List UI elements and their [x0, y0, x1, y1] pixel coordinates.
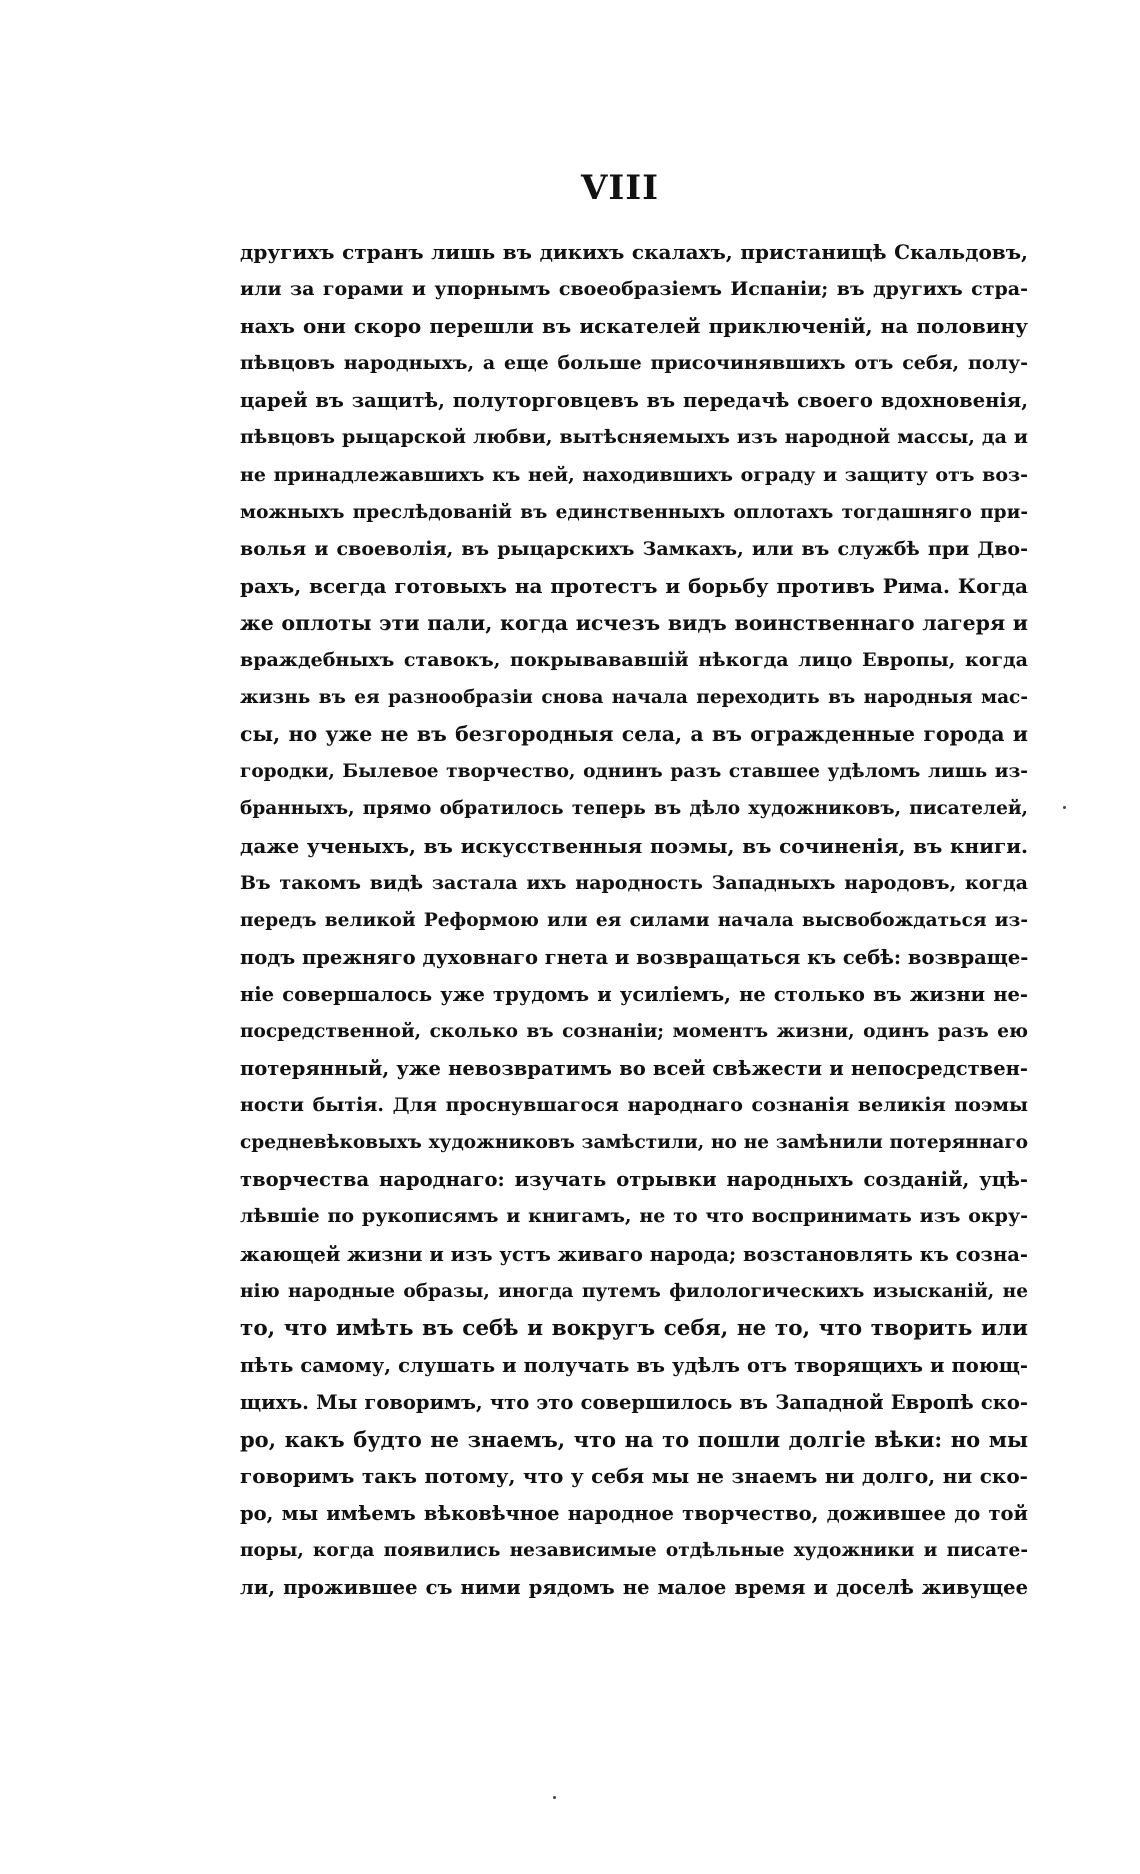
- text-line: ности бытія. Для проснувшагося народнаго сознанія великія поэмы: [240, 1094, 1028, 1117]
- text-line: средневѣковыхъ художниковъ замѣстили, но не замѣнили потеряннаго: [240, 1132, 1028, 1154]
- text-line: то, что имѣть въ себѣ и вокругъ себя, не то, что творить или: [240, 1315, 1028, 1341]
- text-line: ли, прожившее съ ними рядомъ не малое время и доселѣ живущее: [240, 1576, 1028, 1600]
- text-line: лѣвшіе по рукописямъ и книгамъ, не то что воспринимать изъ окру-: [240, 1205, 1028, 1228]
- text-line: можныхъ преслѣдованій въ единственныхъ оплотахъ тогдашняго при-: [240, 501, 1028, 523]
- text-line: не принадлежавшихъ къ ней, находившихъ ограду и защиту отъ воз-: [240, 463, 1028, 486]
- text-line: поры, когда появились независимые отдѣльные художники и писате-: [240, 1540, 1028, 1562]
- text-line: или за горами и упорнымъ своеобразіемъ Испаніи; въ другихъ стра-: [240, 278, 1028, 301]
- text-line: ро, мы имѣемъ вѣковѣчное народное творчество, дожившее до той: [240, 1502, 1028, 1526]
- text-line: щихъ. Мы говоримъ, что это совершилось въ Западной Европѣ ско-: [240, 1390, 1028, 1414]
- text-line: ніе совершалось уже трудомъ и усиліемъ, не столько въ жизни не-: [240, 982, 1028, 1006]
- text-line: нію народные образы, иногда путемъ филологическихъ изысканій, не: [240, 1280, 1028, 1302]
- text-line: пѣвцовъ рыцарской любви, вытѣсняемыхъ изъ народной массы, да и: [240, 426, 1028, 449]
- text-line: ро, какъ будто не знаемъ, что на то пошли долгіе вѣки: но мы: [240, 1427, 1028, 1452]
- text-line: враждебныхъ ставокъ, покрывававшій нѣкогда лицо Европы, когда: [240, 649, 1028, 672]
- text-line: же оплоты эти пали, когда исчезъ видъ воинственнаго лагеря и: [240, 610, 1028, 635]
- text-line: даже ученыхъ, въ искусственныя поэмы, въ сочиненія, въ книги.: [240, 833, 1028, 858]
- text-line: Въ такомъ видѣ застала ихъ народность Западныхъ народовъ, когда: [240, 871, 1028, 894]
- text-line: говоримъ такъ потому, что у себя мы не знаемъ ни долго, ни ско-: [240, 1464, 1028, 1489]
- text-line: другихъ странъ лишь въ дикихъ скалахъ, пристанищѣ Скальдовъ,: [240, 240, 1028, 264]
- text-line: нахъ они скоро перешли въ искателей приключеній, на половину: [240, 314, 1028, 339]
- text-line: рахъ, всегда готовыхъ на протестъ и борьбу противъ Рима. Когда: [240, 573, 1028, 598]
- text-line: передъ великой Реформою или ея силами начала высвобождаться из-: [240, 909, 1028, 931]
- print-speck: [1063, 806, 1066, 809]
- text-line: волья и своеволія, въ рыцарскихъ Замкахъ, или въ службѣ при Дво-: [240, 537, 1028, 560]
- text-line: сы, но уже не въ безгородныя села, а въ огражденные города и: [240, 722, 1028, 747]
- text-line: жизнь въ ея разнообразіи снова начала переходить въ народныя мас-: [240, 687, 1028, 709]
- text-line: пѣвцовъ народныхъ, а еще больше присочинявшихъ отъ себя, полу-: [240, 352, 1028, 375]
- text-line: творчества народнаго: изучать отрывки народныхъ созданій, уцѣ-: [240, 1168, 1028, 1192]
- text-line: царей въ защитѣ, полуторговцевъ въ передачѣ своего вдохновенія,: [240, 389, 1028, 413]
- text-line: потерянный, уже невозвратимъ во всей свѣжести и непосредствен-: [240, 1057, 1028, 1081]
- page-number: VIII: [580, 168, 660, 208]
- text-line: подъ прежняго духовнаго гнета и возвращаться къ себѣ: возвраще-: [240, 945, 1028, 969]
- text-line: бранныхъ, прямо обратилось теперь въ дѣло художниковъ, писателей,: [240, 798, 1028, 820]
- body-text: [240, 234, 1028, 1606]
- text-line: городки, Былевое творчество, однинъ разъ ставшее удѣломъ лишь из-: [240, 761, 1028, 783]
- text-line: пѣть самому, слушать и получать въ удѣлъ отъ творящихъ и поющ-: [240, 1353, 1028, 1377]
- print-speck: [553, 1796, 556, 1799]
- text-line: посредственной, сколько въ сознаніи; моментъ жизни, одинъ разъ ею: [240, 1020, 1028, 1042]
- text-line: жающей жизни и изъ устъ живаго народа; возстановлять къ созна-: [240, 1242, 1028, 1266]
